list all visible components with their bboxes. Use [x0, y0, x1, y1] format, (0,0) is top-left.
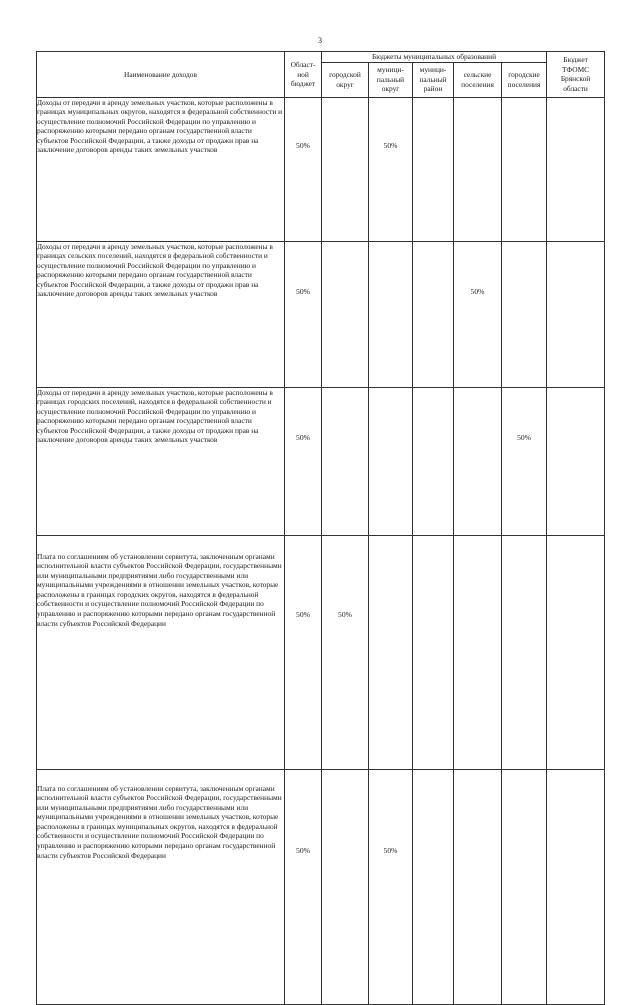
municipal-okrug-share-cell: 50% [369, 769, 413, 1004]
city-okrug-share-cell: 50% [322, 535, 369, 769]
municipal-rayon-share-cell [413, 387, 454, 535]
oblast-share-cell: 50% [285, 387, 322, 535]
rural-share-cell [454, 97, 502, 241]
header-tfoms-budget: Бюджет ТФОМС Брянской области [547, 52, 605, 98]
oblast-share-cell: 50% [285, 241, 322, 387]
tfoms-share-cell [547, 535, 605, 769]
rural-share-cell [454, 769, 502, 1004]
municipal-rayon-share-cell [413, 769, 454, 1004]
city-okrug-share-cell [322, 97, 369, 241]
tfoms-share-cell [547, 769, 605, 1004]
table-row [37, 535, 605, 769]
revenue-name-cell: Доходы от передачи в аренду земельных участков, которые расположены в границах сельских поселений, находятся в федеральной собственности и осуществление полномочий Российской Федерации по управлению и распоряжению которыми передано органам государственной власти субъектов Российской Федерации, а также доходы от продажи прав на заключение договоров аренды таких земельных участков [37, 241, 285, 387]
urban-share-cell: 50% [502, 387, 547, 535]
table-row [37, 769, 605, 1004]
city-okrug-share-cell [322, 241, 369, 387]
header-urban-settlements: городские поселения [502, 62, 547, 97]
oblast-share-cell: 50% [285, 535, 322, 769]
oblast-share-cell: 50% [285, 97, 322, 241]
table-row [37, 241, 605, 387]
header-oblast-budget: Област- ной бюджет [285, 52, 322, 98]
municipal-okrug-share-cell [369, 241, 413, 387]
municipal-rayon-share-cell [413, 97, 454, 241]
urban-share-cell [502, 97, 547, 241]
revenue-name-cell: Доходы от передачи в аренду земельных участков, которые расположены в границах городских поселений, находятся в федеральной собственности и осуществление полномочий Российской Федерации по управлению и распоряжению которыми передано органам государственной власти субъектов Российской Федерации, а также доходы от продажи прав на заключение договоров аренды таких земельных участков [37, 387, 285, 535]
municipal-okrug-share-cell [369, 535, 413, 769]
rural-share-cell: 50% [454, 241, 502, 387]
header-municipal-budgets: Бюджеты муниципальных образований [322, 52, 547, 63]
tfoms-share-cell [547, 241, 605, 387]
tfoms-share-cell [547, 387, 605, 535]
header-rural-settlements: сельские поселения [454, 62, 502, 97]
header-municipal-okrug: муници- пальный округ [369, 62, 413, 97]
revenue-name-cell: Плата по соглашениям об установлении сервитута, заключенным органами исполнительной власти субъектов Российской Федерации, государственными или муниципальными предприятиями либо государственными или муниципальными учреждениями в отношении земельных участков, которые расположены в границах муниципальных округов, находятся в федеральной собственности и осуществление полномочий Российской Федерации по управлению и распоряжению которыми передано органам государственной власти субъектов Российской Федерации [37, 769, 285, 1004]
header-revenue-name: Наименование доходов [37, 52, 285, 98]
header-city-okrug: городской округ [322, 62, 369, 97]
revenue-distribution-table [36, 51, 605, 1005]
municipal-rayon-share-cell [413, 535, 454, 769]
rural-share-cell [454, 387, 502, 535]
urban-share-cell [502, 769, 547, 1004]
municipal-okrug-share-cell: 50% [369, 97, 413, 241]
header-municipal-rayon: муници- пальный район [413, 62, 454, 97]
oblast-share-cell: 50% [285, 769, 322, 1004]
municipal-rayon-share-cell [413, 241, 454, 387]
urban-share-cell [502, 241, 547, 387]
revenue-name-cell: Плата по соглашениям об установлении сервитута, заключенным органами исполнительной власти субъектов Российской Федерации, государственными или муниципальными предприятиями либо государственными или муниципальными учреждениями в отношении земельных участков, которые расположены в границах городских округов, находятся в федеральной собственности и осуществление полномочий Российской Федерации по управлению и распоряжению которыми передано органам государственной власти субъектов Российской Федерации [37, 535, 285, 769]
city-okrug-share-cell [322, 387, 369, 535]
page-number: 3 [318, 36, 322, 45]
city-okrug-share-cell [322, 769, 369, 1004]
rural-share-cell [454, 535, 502, 769]
table-row [37, 387, 605, 535]
urban-share-cell [502, 535, 547, 769]
revenue-name-cell: Доходы от передачи в аренду земельных участков, которые расположены в границах муниципальных округов, находятся в федеральной собственности и осуществление полномочий Российской Федерации по управлению и распоряжению которыми передано органам государственной власти субъектов Российской Федерации, а также доходы от продажи прав на заключение договоров аренды таких земельных участков [37, 97, 285, 241]
tfoms-share-cell [547, 97, 605, 241]
municipal-okrug-share-cell [369, 387, 413, 535]
table-row [37, 97, 605, 241]
